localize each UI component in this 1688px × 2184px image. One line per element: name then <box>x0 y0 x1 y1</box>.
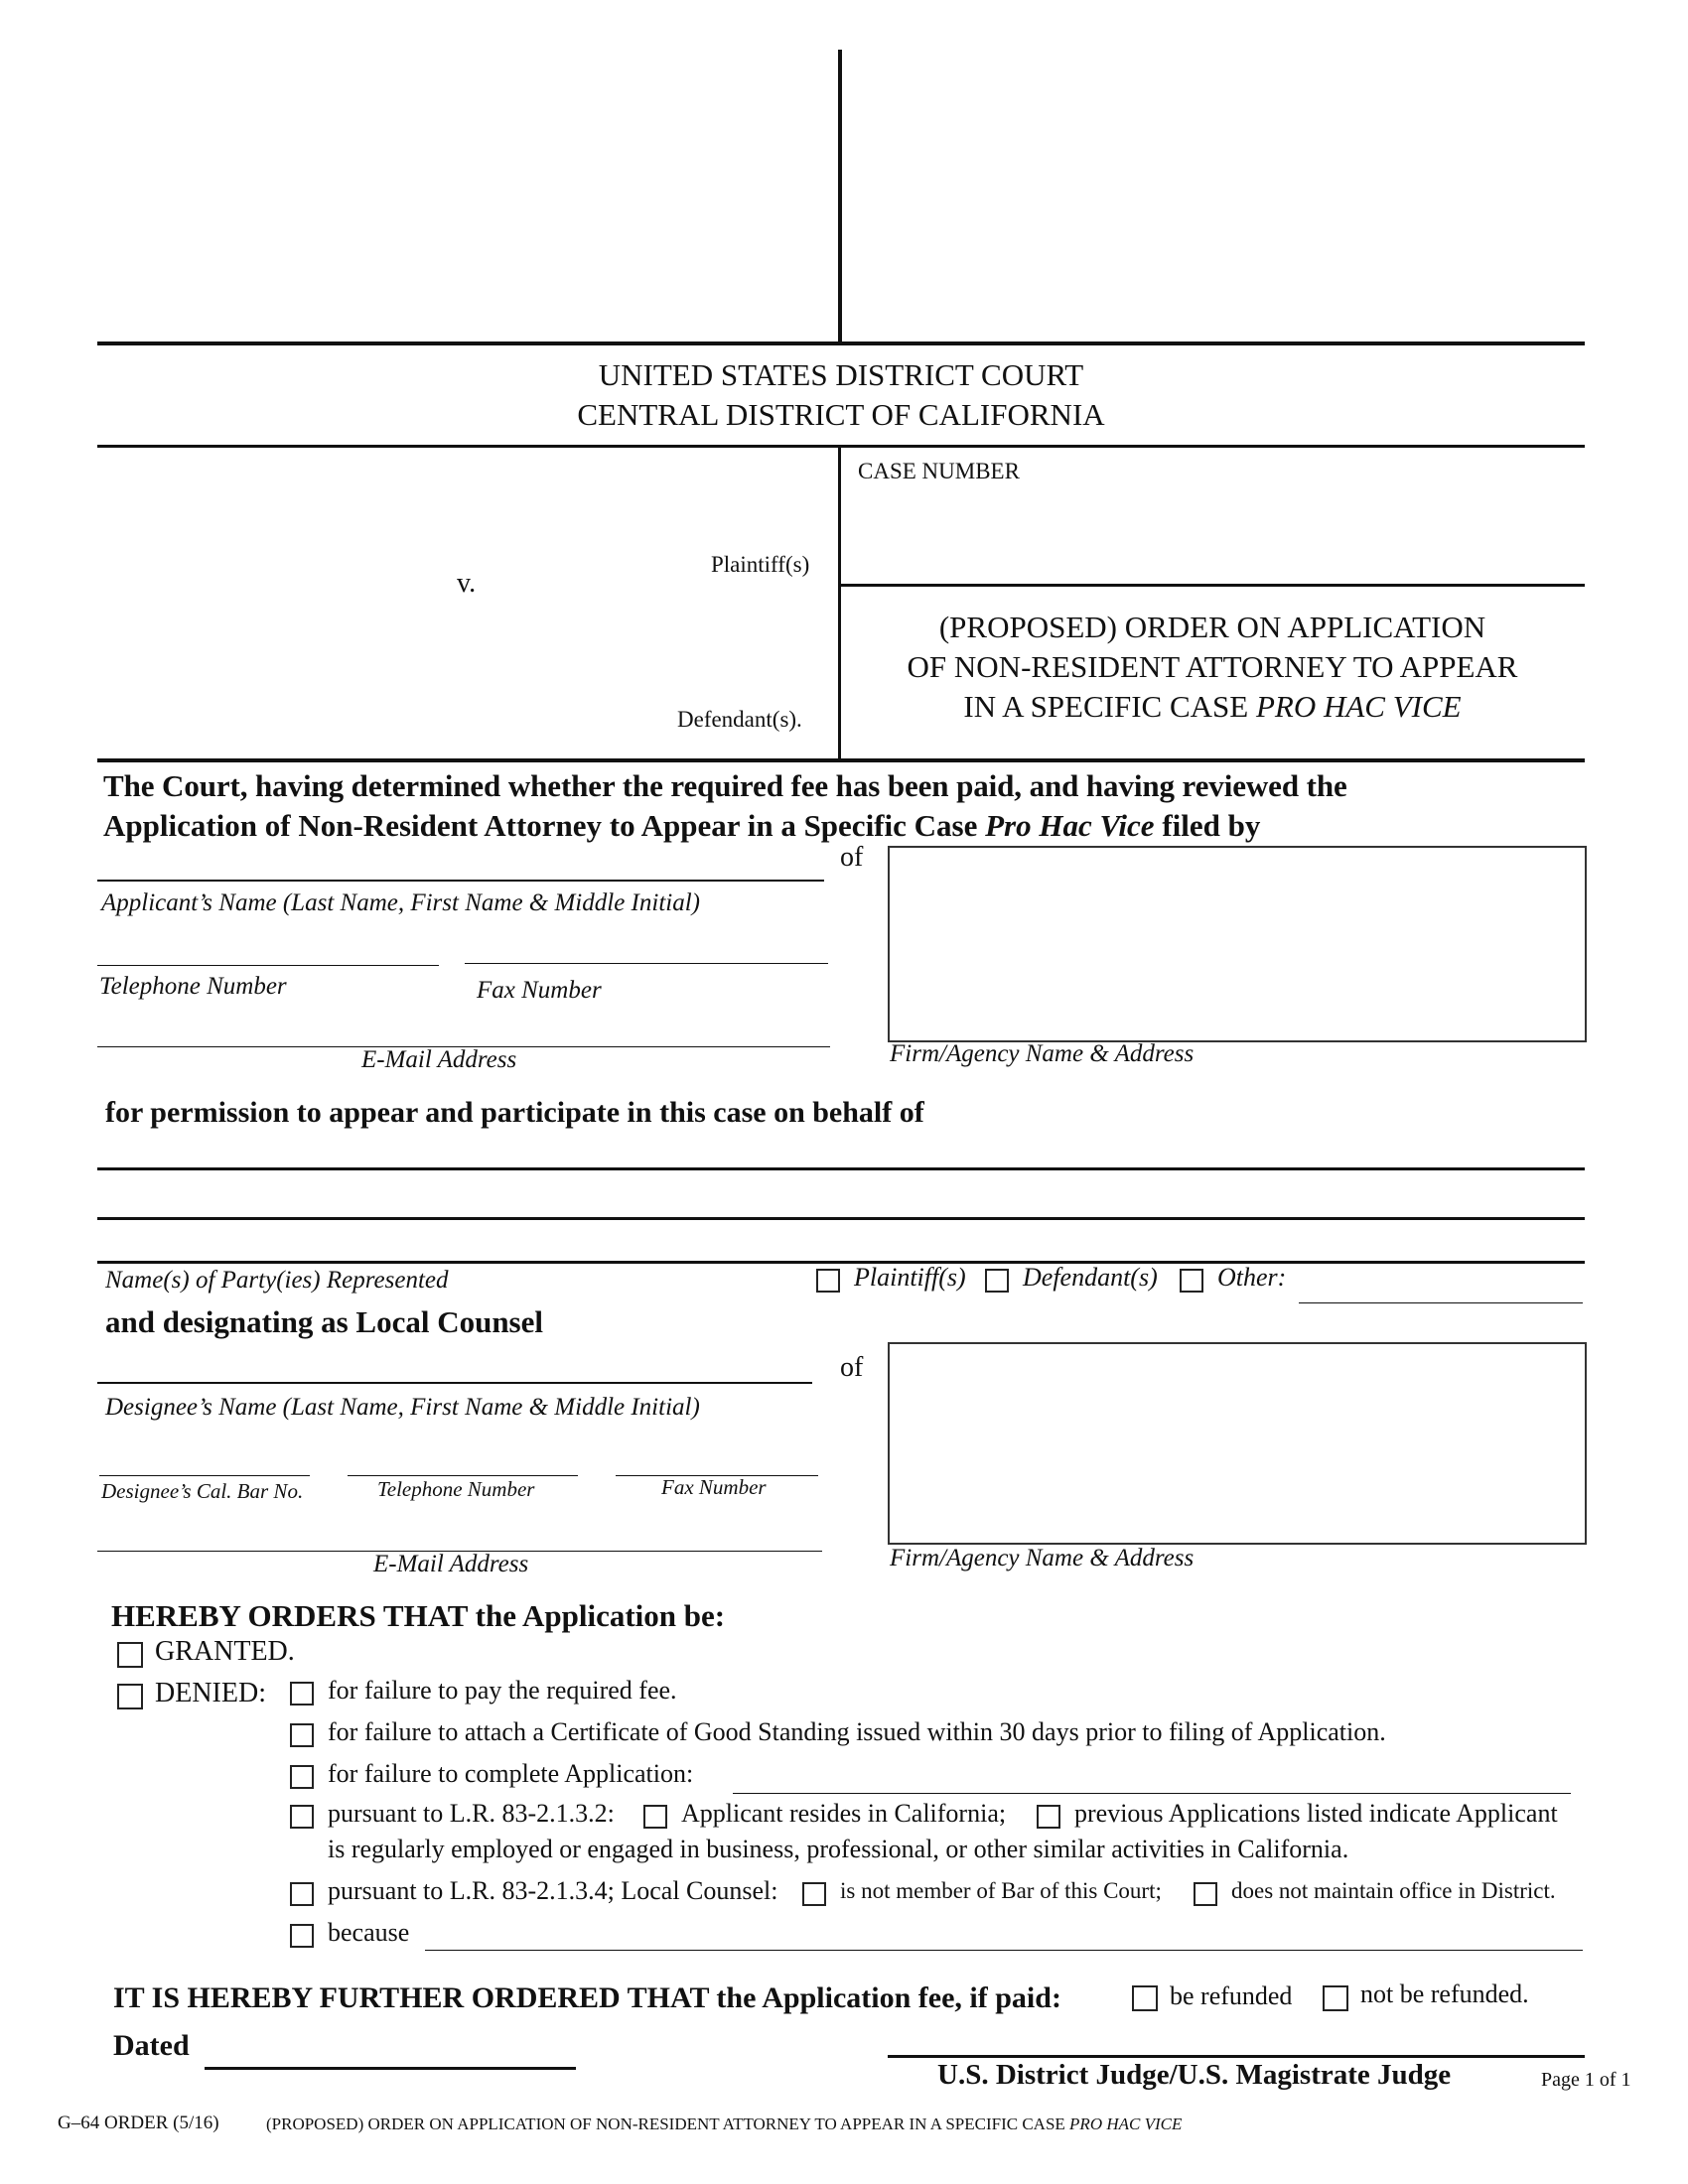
designee-bar-rule <box>99 1475 310 1476</box>
reason-because-label: because <box>328 1918 410 1947</box>
designee-fax-field[interactable] <box>616 1443 818 1473</box>
reason-because-checkbox[interactable] <box>290 1924 314 1948</box>
reason-certificate-label: for failure to attach a Certificate of Good Standing issued within 30 days prior to filing of Application. <box>328 1717 1386 1746</box>
order-title-line3-prefix: IN A SPECIFIC CASE <box>963 689 1256 724</box>
fee-refunded-checkbox[interactable] <box>1132 1985 1158 2011</box>
order-title-pro-hac-vice: PRO HAC VICE <box>1255 689 1462 724</box>
order-title-line2: OF NON-RESIDENT ATTORNEY TO APPEAR <box>907 649 1518 684</box>
applicant-fax-rule <box>465 963 828 964</box>
designee-telephone-rule <box>348 1475 578 1476</box>
reason-because-field[interactable] <box>427 1920 1581 1948</box>
reason-complete-rule <box>733 1793 1571 1794</box>
reason-certificate-checkbox[interactable] <box>290 1723 314 1747</box>
reason-complete-checkbox[interactable] <box>290 1765 314 1789</box>
caption-bottom-rule <box>97 758 1585 762</box>
footer-title-pro-hac-vice: PRO HAC VICE <box>1069 2115 1183 2133</box>
applicant-email-field[interactable] <box>97 1015 830 1044</box>
reason-lr2-checkbox[interactable] <box>290 1882 314 1906</box>
fee-refunded-label: be refunded <box>1170 1981 1293 2010</box>
caption-top-divider <box>838 50 842 343</box>
applicant-telephone-field[interactable] <box>97 933 439 963</box>
defendants-option-label: Defendant(s) <box>1023 1263 1158 1292</box>
reason-because-rule <box>425 1950 1583 1951</box>
reason-complete-label: for failure to complete Application: <box>328 1759 694 1788</box>
intro-line2-suffix: filed by <box>1154 808 1261 843</box>
caption-top-rule <box>97 341 1585 345</box>
dated-rule <box>205 2067 576 2070</box>
reason-fee-label: for failure to pay the required fee. <box>328 1676 677 1705</box>
intro-pro-hac-vice: Pro Hac Vice <box>985 808 1155 843</box>
judge-signature-rule <box>888 2055 1585 2058</box>
case-number-field[interactable] <box>844 477 1579 584</box>
orders-heading: HEREBY ORDERS THAT the Application be: <box>111 1598 726 1633</box>
applicant-name-field[interactable] <box>99 844 822 878</box>
applicant-email-label: E-Mail Address <box>361 1046 517 1073</box>
reason-complete-field[interactable] <box>735 1763 1569 1791</box>
intro-line2-prefix: Application of Non-Resident Attorney to Appear in a Specific Case <box>103 808 986 843</box>
reason-lr2-opt-b-label: does not maintain office in District. <box>1231 1878 1556 1903</box>
order-title-line1: (PROPOSED) ORDER ON APPLICATION <box>938 610 1486 644</box>
plaintiffs-label: Plaintiff(s) <box>711 552 810 577</box>
reason-lr1-opt-a-checkbox[interactable] <box>643 1805 667 1829</box>
permission-text: for permission to appear and participate in this case on behalf of <box>105 1096 924 1129</box>
applicant-firm-label: Firm/Agency Name & Address <box>890 1040 1195 1067</box>
party-represented-rule-3 <box>97 1261 1585 1264</box>
applicant-fax-field[interactable] <box>465 933 828 963</box>
order-title-line3 <box>840 689 1585 725</box>
fee-order-text: IT IS HEREBY FURTHER ORDERED THAT the Application fee, if paid: <box>113 1981 1061 2014</box>
applicant-of-label: of <box>840 842 864 873</box>
applicant-name-rule <box>97 880 824 882</box>
designee-name-field[interactable] <box>99 1344 810 1380</box>
judge-signature-field[interactable] <box>888 2015 1583 2051</box>
denied-label: DENIED: <box>155 1678 266 1708</box>
court-name-rule <box>97 445 1585 448</box>
designee-name-label: Designee’s Name (Last Name, First Name & Middle Initial) <box>105 1394 700 1421</box>
applicant-telephone-rule <box>97 965 439 966</box>
designee-name-rule <box>97 1382 812 1384</box>
designee-email-label: E-Mail Address <box>373 1551 529 1577</box>
intro-line2 <box>103 808 1260 844</box>
case-number-label: CASE NUMBER <box>858 459 1020 483</box>
applicant-name-label: Applicant’s Name (Last Name, First Name & Middle Initial) <box>101 889 700 916</box>
judge-title: U.S. District Judge/U.S. Magistrate Judge <box>937 2059 1452 2091</box>
party-represented-rule-2 <box>97 1217 1585 1220</box>
other-checkbox[interactable] <box>1180 1269 1203 1293</box>
designee-bar-label: Designee’s Cal. Bar No. <box>101 1479 304 1503</box>
case-number-rule <box>840 584 1585 587</box>
designee-of-label: of <box>840 1352 864 1383</box>
dated-label: Dated <box>113 2029 190 2062</box>
parties-label: Name(s) of Party(ies) Represented <box>105 1267 449 1294</box>
plaintiffs-option-label: Plaintiff(s) <box>854 1263 966 1292</box>
designee-firm-box[interactable] <box>888 1342 1587 1545</box>
applicant-telephone-label: Telephone Number <box>99 973 287 1000</box>
reason-lr2-opt-b-checkbox[interactable] <box>1194 1882 1217 1906</box>
other-rule <box>1299 1302 1583 1303</box>
party-represented-field-2[interactable] <box>99 1181 1583 1213</box>
intro-line1: The Court, having determined whether the required fee has been paid, and having reviewed the <box>103 768 1347 803</box>
reason-lr2-opt-a-checkbox[interactable] <box>802 1882 826 1906</box>
reason-lr1-checkbox[interactable] <box>290 1805 314 1829</box>
designee-email-field[interactable] <box>97 1519 822 1549</box>
footer-title <box>266 2115 1182 2134</box>
designee-telephone-label: Telephone Number <box>377 1477 535 1501</box>
designee-telephone-field[interactable] <box>348 1443 578 1473</box>
defendants-checkbox[interactable] <box>985 1269 1009 1293</box>
defendants-field[interactable] <box>99 606 814 705</box>
denied-checkbox[interactable] <box>117 1684 143 1709</box>
applicant-fax-label: Fax Number <box>477 977 602 1004</box>
court-name-line1: UNITED STATES DISTRICT COURT <box>598 357 1084 392</box>
reason-lr1-opt-a-label: Applicant resides in California; <box>681 1799 1007 1828</box>
local-counsel-heading: and designating as Local Counsel <box>105 1304 543 1339</box>
other-field[interactable] <box>1301 1271 1583 1300</box>
plaintiffs-field[interactable] <box>99 457 814 556</box>
page-number: Page 1 of 1 <box>1541 2069 1631 2091</box>
granted-label: GRANTED. <box>155 1636 295 1667</box>
reason-fee-checkbox[interactable] <box>290 1682 314 1706</box>
designee-fax-label: Fax Number <box>661 1475 767 1499</box>
fee-not-refunded-label: not be refunded. <box>1360 1979 1529 2008</box>
reason-lr1-opt-b-label: previous Applications listed indicate Applicant <box>1074 1799 1558 1828</box>
footer-title-prefix: (PROPOSED) ORDER ON APPLICATION OF NON-RESIDENT ATTORNEY TO APPEAR IN A SPECIFIC CASE <box>266 2115 1070 2133</box>
party-represented-rule-1 <box>97 1167 1585 1170</box>
reason-lr2-label: pursuant to L.R. 83-2.1.3.4; Local Counsel: <box>328 1876 778 1905</box>
other-option-label: Other: <box>1217 1263 1287 1292</box>
granted-checkbox[interactable] <box>117 1642 143 1668</box>
footer-form-id: G–64 ORDER (5/16) <box>58 2113 219 2133</box>
plaintiffs-checkbox[interactable] <box>816 1269 840 1293</box>
dated-field[interactable] <box>207 2031 574 2065</box>
designee-bar-field[interactable] <box>99 1443 310 1473</box>
reason-lr2-opt-a-label: is not member of Bar of this Court; <box>840 1878 1162 1903</box>
defendants-label: Defendant(s). <box>677 707 802 732</box>
court-name-line2: CENTRAL DISTRICT OF CALIFORNIA <box>577 397 1105 432</box>
applicant-firm-box[interactable] <box>888 846 1587 1042</box>
reason-lr1-opt-b-checkbox[interactable] <box>1037 1805 1060 1829</box>
versus-label: v. <box>457 568 477 599</box>
reason-lr1-continuation: is regularly employed or engaged in business, professional, or other similar activities in California. <box>328 1835 1349 1863</box>
designee-firm-label: Firm/Agency Name & Address <box>890 1545 1195 1571</box>
fee-not-refunded-checkbox[interactable] <box>1323 1985 1348 2011</box>
reason-lr1-label: pursuant to L.R. 83-2.1.3.2: <box>328 1799 615 1828</box>
party-represented-field-1[interactable] <box>99 1132 1583 1163</box>
